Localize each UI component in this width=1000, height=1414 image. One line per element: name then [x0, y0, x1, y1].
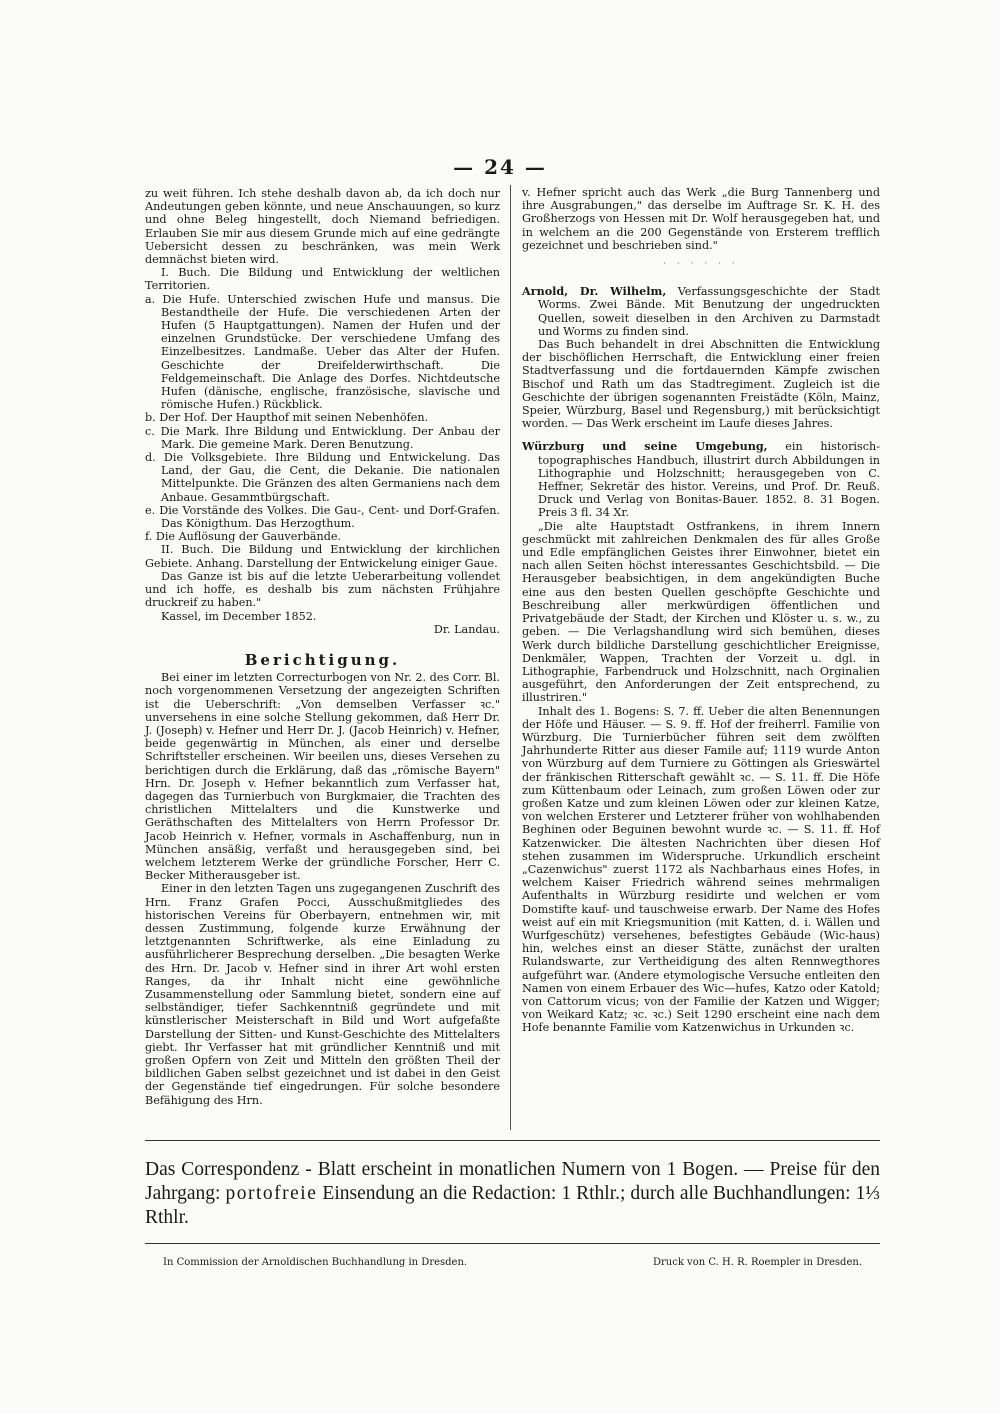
- footer-top-rule: [145, 1243, 880, 1244]
- wuerzburg-entry: [522, 440, 880, 519]
- wuerzburg-entry-title: ein historisch-topographisches Handbuch, illustrirt durch Abbildungen in Lithographie und Holzschnitt; herausgegeben von C. Heffner, Sekretär des histor. Vereins, und Prof. Dr. Reuß. Druck und Verlag von Bonitas-Bauer. 1852. 8. 31 Bogen. Preis 3 fl. 34 Xr.: [538, 440, 881, 520]
- item-b: b. Der Hof. Der Haupthof mit seinen Nebenhöfen.: [145, 411, 429, 425]
- wuerzburg-entry-head: Würzburg und seine Umgebung,: [522, 439, 768, 454]
- arnold-entry-head: Arnold, Dr. Wilhelm,: [522, 284, 667, 299]
- footer-commission: In Commission der Arnoldischen Buchhandlung in Dresden.: [163, 1257, 468, 1268]
- left-column: [145, 187, 500, 1107]
- book-two-heading: II. Buch. Die Bildung und Entwicklung der kirchlichen Gebiete. Anhang. Darstellung der Entwickelung einiger Gaue.: [145, 543, 500, 570]
- notice-spaced-word: portofreie: [225, 1183, 318, 1204]
- book-one-heading: I. Buch. Die Bildung und Entwicklung der weltlichen Territorien.: [145, 266, 500, 293]
- notice-top-rule: [145, 1140, 880, 1141]
- subscription-notice: [145, 1158, 880, 1230]
- item-e: e. Die Vorstände des Volkes. Die Gau-, Cent- und Dorf-Grafen. Das Königthum. Das Herzogthum.: [145, 503, 500, 531]
- item-a: a. Die Hufe. Unterschied zwischen Hufe und mansus. Die Bestandtheile der Hufe. Die verschiedenen Arten der Hufen (5 Hauptgattungen). Namen der Hufen und der einzelnen Grundstücke. Der verschiedene Umfang des Einzelbesitzes. Landmaße. Ueber das Alter der Hufen. Geschichte der Dreifelderwirthschaft. Die Feldgemeinschaft. Die Anlage des Dorfes. Nichtdeutsche Hufen (dänische, englische, französische, slavische und römische Hufen.) Rückblick.: [145, 292, 500, 412]
- arnold-entry-title: Verfassungsgeschichte der Stadt Worms. Zwei Bände. Mit Benutzung der ungedruckten Quellen, soweit dieselben in den Archiven zu Darmstadt und Worms zu finden sind.: [538, 285, 881, 338]
- closing-paragraph: Das Ganze ist bis auf die letzte Ueberarbeitung vollendet und ich hoffe, es deshalb bis zum nächsten Frühjahre druckreif zu haben.": [145, 569, 500, 610]
- item-d: d. Die Volksgebiete. Ihre Bildung und Entwickelung. Das Land, der Gau, die Cent, die Dekanie. Die nationalen Mittelpunkte. Die Gränzen des alten Germaniens nach dem Anbaue. Gesammtbürgschaft.: [145, 451, 500, 504]
- berichtigung-paragraph-1: Bei einer im letzten Correcturbogen von Nr. 2. des Corr. Bl. noch vorgenommenen Versetzung der angezeigten Schriften ist die Ueberschrift: „Von demselben Verfasser ꝛc." unversehens in eine solche Stellung gekommen, daß Herr Dr. J. (Joseph) v. Hefner und Herr Dr. J. (Jacob Heinrich) v. Hefner, beide gegenwärtig in München, als einer und derselbe Schriftsteller erscheinen. Wir beeilen uns, dieses Versehen zu berichtigen durch die Erklärung, daß das „römische Bayern" Hrn. Dr. Joseph v. Hefner bekanntlich zum Verfasser hat, dagegen das Turnierbuch von Burgkmaier, die Trachten des christlichen Mittelalters und die Kunstwerke und Geräthschaften des Mittelalters von Herrn Professor Dr. Jacob Heinrich v. Hefner, vormals in Aschaffenburg, nun in München ansäßig, verfaßt und herausgegeben sind, bei welchem letzterem Werke der gründliche Forscher, Herr C. Becker Mitherausgeber ist.: [145, 671, 500, 883]
- notice-text-2: Einsendung an die Redaction: 1 Rthlr.; durch alle Buchhandlungen: 1⅓ Rthlr.: [145, 1183, 880, 1228]
- signature: Dr. Landau.: [433, 622, 500, 636]
- right-intro-paragraph: v. Hefner spricht auch das Werk „die Burg Tannenberg und ihre Ausgrabungen," das derselbe im Auftrage Sr. K. H. des Großherzogs von Hessen mit Dr. Wolf herausgegeben hat, und in welchem an die 200 Gegenstände von Ersterem trefflich gezeichnet und beschrieben sind.": [522, 186, 880, 252]
- notice-text-1: Das Correspondenz - Blatt erscheint in monatlichen Numern von 1 Bogen. — Preise für den Jahrgang:: [145, 1159, 880, 1204]
- wuerzburg-contents: Inhalt des 1. Bogens: S. 7. ff. Ueber die alten Benennungen der Höfe und Häuser. — S. 9. ff. Hof der freiherrl. Familie von Würzburg. Die Turnierbücher führen seit dem zwölften Jahrhunderte Ritter aus dieser Famile auf; 1119 wurde Anton von Würzburg auf dem Turniere zu Göttingen als Grieswärtel der fränkischen Ritterschaft gewählt ꝛc. — S. 11. ff. Die Höfe zum Küttenbaum oder Leinach, zum großen Löwen oder zur großen Katze und zum kleinen Löwen oder zur kleinen Katze, von welchen Ersterer und Letzterer früher von wohlhabenden Beghinen oder Beguinen bewohnt wurde ꝛc. — S. 11. ff. Hof Katzenwicker. Die ältesten Nachrichten über diesen Hof stehen zusammen im Widerspruche. Urkundlich erscheint „Cazenwichus" zuerst 1172 als Nachbarhaus eines Hofes, in welchem Kaiser Friedrich während seines mehrmaligen Aufenthalts in Würzburg residirte und welchen er vom Domstifte kauf- und tauschweise erwarb. Der Name des Hofes weist auf ein mit Kriegsmunition (mit Katten, d. i. Wällen und Wurfgeschütz) versehenes, befestigtes Gebäude (Wic-haus) hin, welches einst an dieser Stätte, zunächst der uralten Rulandswarte, zur Vertheidigung des alten Rennwegthores aufgeführt war. (Andere etymologische Versuche entleiten den Namen von einem Erbauer des Wic—hufes, Katzo oder Katold; von Cattorum vicus; von der Familie der Katzen und Wigger; von Weikard Katz; ꝛc. ꝛc.) Seit 1290 erscheint eine nach dem Hofe benannte Familie vom Katzenwichus in Urkunden ꝛc.: [522, 704, 880, 1035]
- left-intro-paragraph: zu weit führen. Ich stehe deshalb davon ab, da ich doch nur Andeutungen geben könnte, und neue Anschauungen, so kurz und ohne Beleg hingestellt, doch Niemand befriedigen. Erlauben Sie mir aus diesem Grunde mich auf eine gedrängte Uebersicht dessen zu beschränken, was mein Werk demnächst bieten wird.: [145, 187, 500, 267]
- berichtigung-paragraph-2: Einer in den letzten Tagen uns zugegangenen Zuschrift des Hrn. Franz Grafen Pocci, Ausschußmitgliedes des historischen Vereins für Oberbayern, entnehmen wir, mit dessen Zustimmung, folgende kurze Erwähnung der letztgenannten Schriftwerke, als eine Einladung zu ausführlicherer Besprechung derselben. „Die besagten Werke des Hrn. Dr. Jacob v. Hefner sind in ihrer Art wohl ersten Ranges, da ihr Inhalt nicht eine gewöhnliche Zusammenstellung oder Sammlung bietet, sondern eine auf selbständiger, tiefer Sachkenntniß gegründete und mit künstlerischer Meisterschaft in Bild und Wort aufgefaßte Darstellung der Sitten- und Kunst-Geschichte des Mittelalters giebt. Ihr Verfasser hat mit gründlicher Kenntniß und mit großen Opfern von Zeit und Mitteln den größten Theil der bildlichen Gaben selbst gezeichnet und ist dabei in den Geist der Gegenstände tief eingedrungen. Für solche besondere Befähigung des Hrn.: [145, 882, 500, 1107]
- right-column: [522, 186, 880, 1035]
- item-c: c. Die Mark. Ihre Bildung und Entwicklung. Der Anbau der Mark. Die gemeine Mark. Deren Benutzung.: [145, 424, 500, 451]
- arnold-entry: [522, 285, 880, 338]
- footer-printer: Druck von C. H. R. Roempler in Dresden.: [652, 1257, 862, 1268]
- berichtigung-heading: Berichtigung.: [244, 650, 401, 669]
- column-divider: [510, 185, 511, 1130]
- page-number: — 24 —: [453, 155, 547, 179]
- ornament-divider: · · · · · ·: [663, 259, 739, 270]
- place-date: Kassel, im December 1852.: [161, 609, 317, 623]
- item-f: f. Die Auflösung der Gauverbände.: [145, 530, 342, 544]
- wuerzburg-quote: „Die alte Hauptstadt Ostfrankens, in ihrem Innern geschmückt mit zahlreichen Denkmalen des für alles Große und Edle empfänglichen Geistes ihrer Einwohner, bietet ein nach allen Seiten höchst interessantes Geschichtsbild. — Die Herausgeber beabsichtigen, in dem angekündigten Buche eine aus den besten Quellen geschöpfte Geschichte und Beschreibung aller merkwürdigen öffentlichen und Privatgebäude der Stadt, der Kirchen und Klöster u. s. w., zu geben. — Die Verlagshandlung wird sich bemühen, dieses Werk durch bildliche Darstellung geschichtlicher Ereignisse, Denkmäler, Wappen, Trachten der Vorzeit u. dgl. in Lithographie, Farbendruck und Holzschnitt, nach Orginalien ausgeführt, den Anforderungen der Zeit entsprechend, zu illustriren.": [522, 519, 880, 705]
- arnold-description: Das Buch behandelt in drei Abschnitten die Entwicklung der bischöflichen Herrschaft, die Entwicklung einer freien Stadtverfassung und die fortdauernden Kämpfe zwischen Bischof und Rath um das Stadtregiment. Zugleich ist die Geschichte der übrigen sogenannten Freistädte (Köln, Mainz, Speier, Würzburg, Basel und Regensburg,) mit berücksichtigt worden. — Das Werk erscheint im Laufe dieses Jahres.: [522, 338, 880, 431]
